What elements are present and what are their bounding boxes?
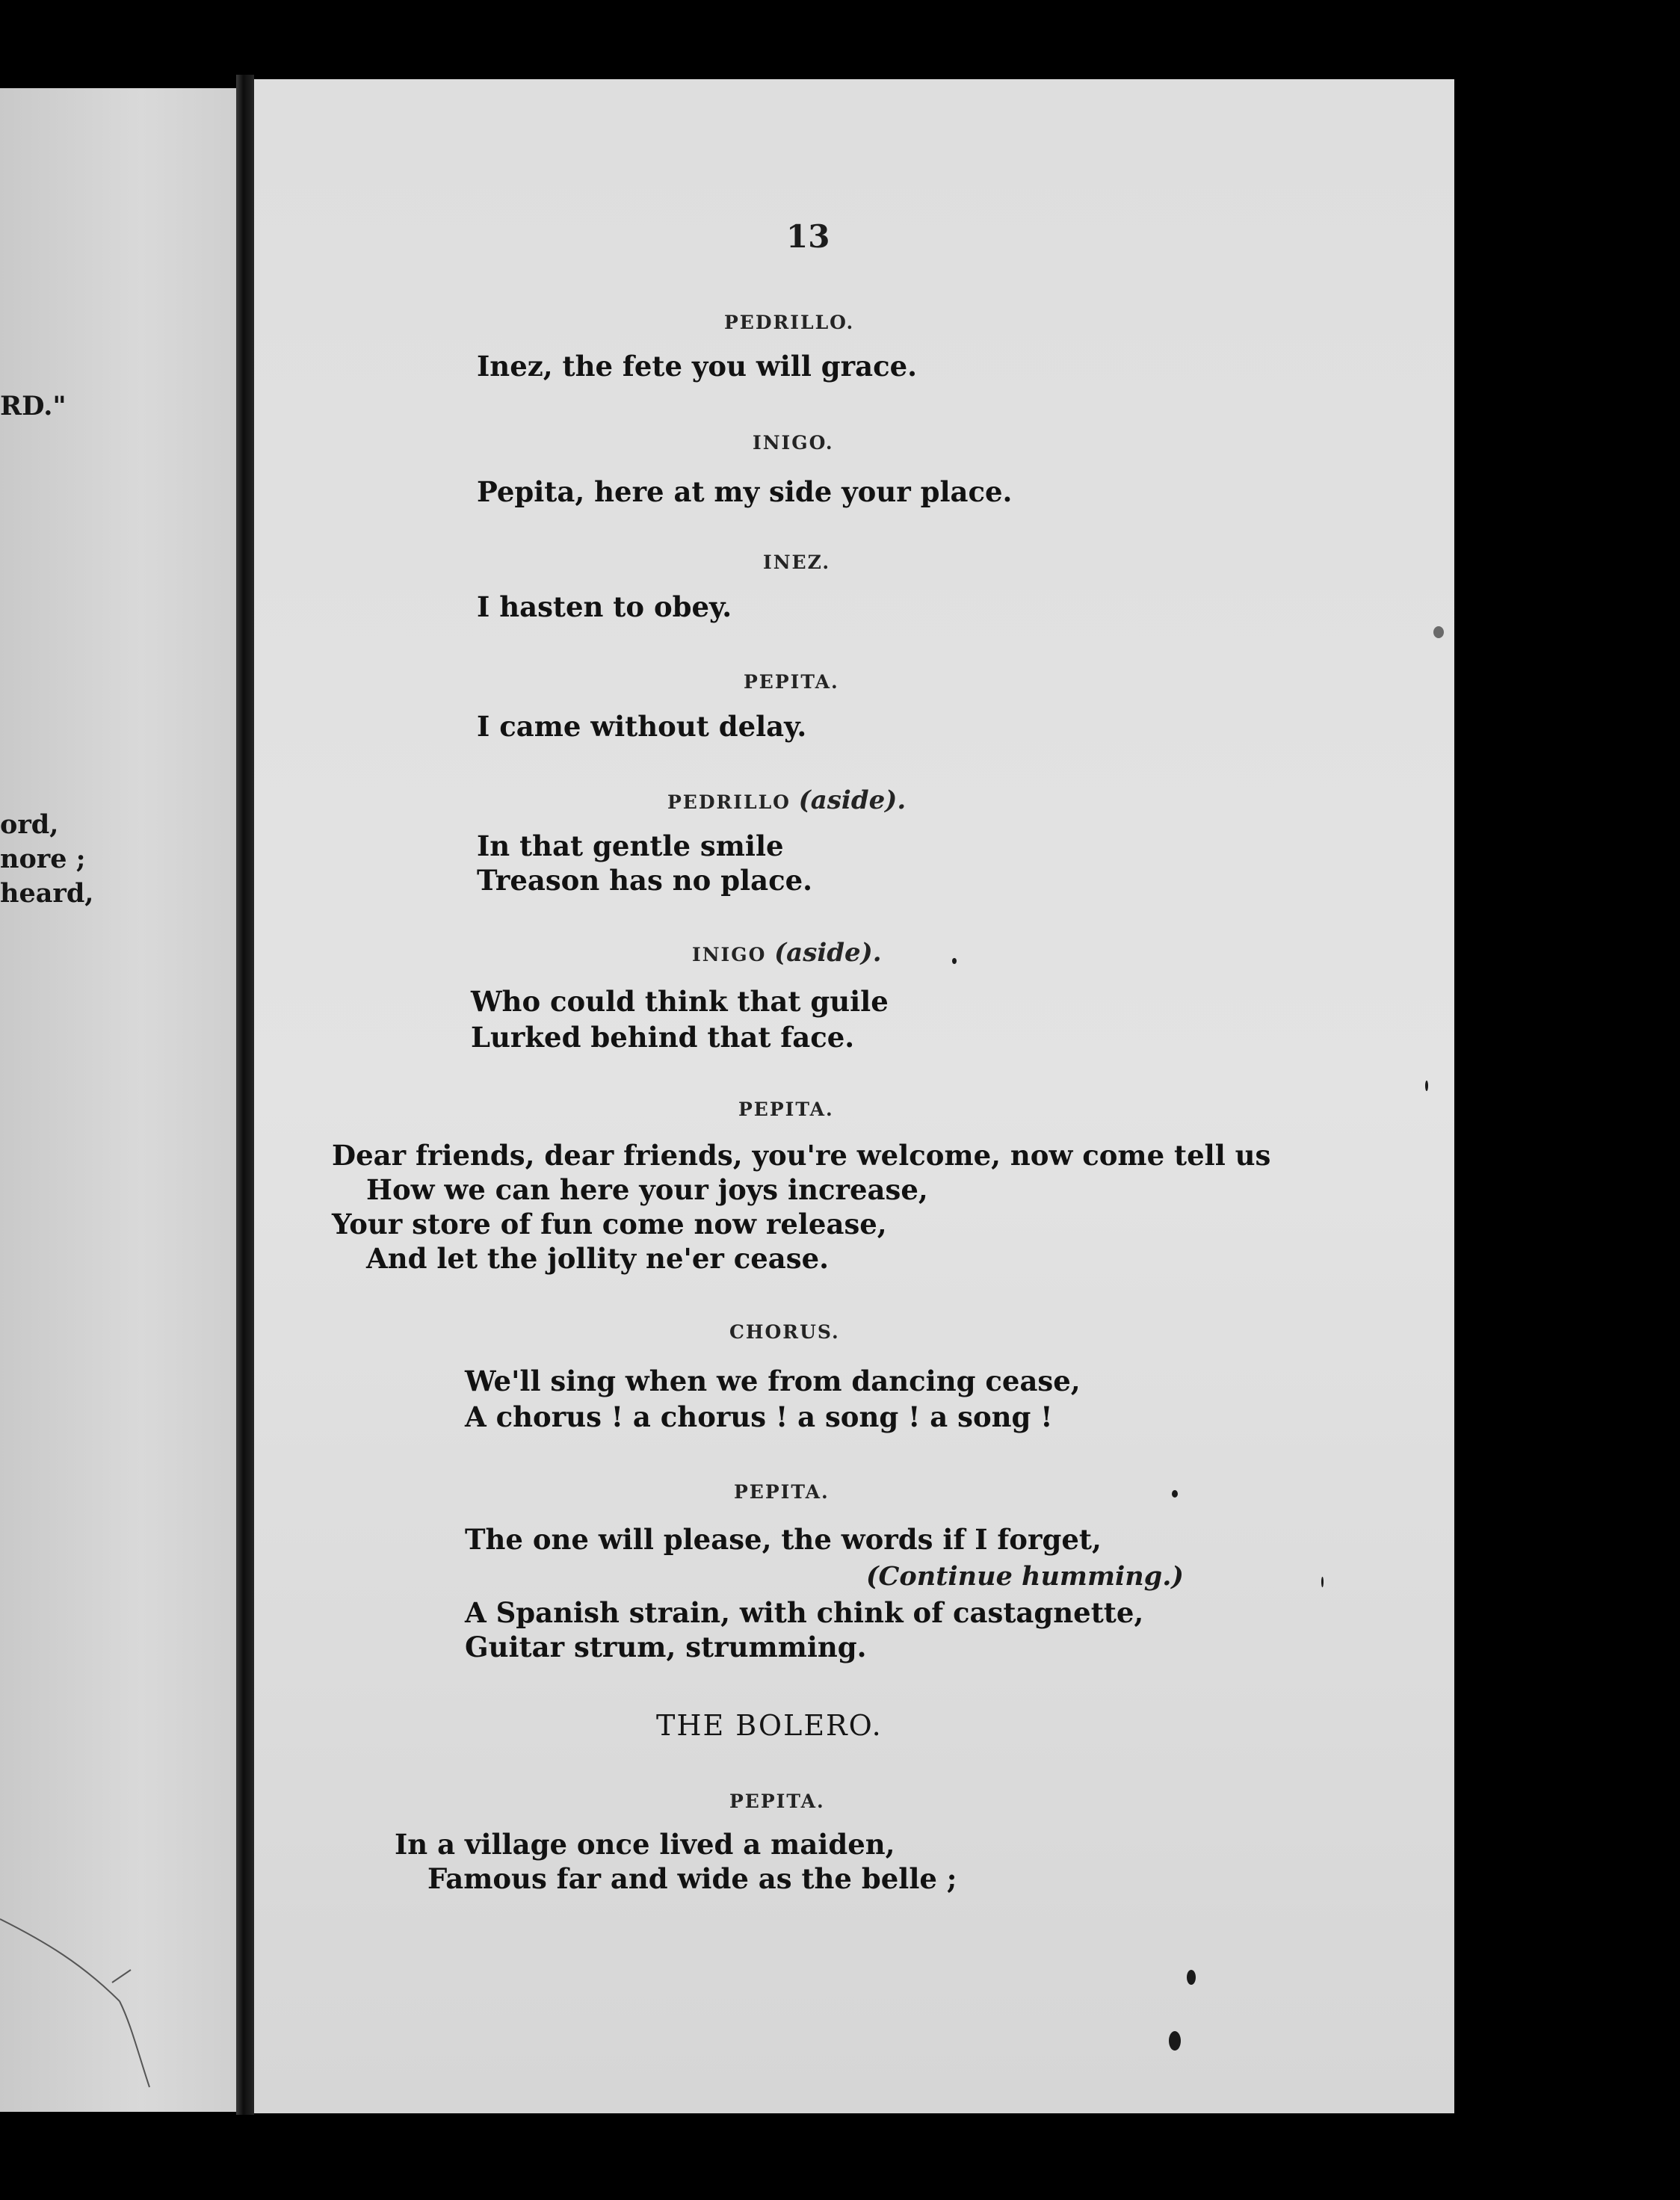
left-page-crease-mark [0,1912,236,2098]
paper-speck [1172,1490,1178,1498]
verse-line-20: Famous far and wide as the belle ; [427,1862,957,1895]
speaker-pedrillo: PEDRILLO. [724,312,855,333]
verse-line-13: We'll sing when we from dancing cease, [465,1365,1081,1397]
verse-line-15: The one will please, the words if I forget, [465,1523,1102,1556]
stage-direction-aside: (aside). [798,785,907,815]
verse-line-18: Guitar strum, strumming. [465,1631,867,1663]
left-fragment-2: ord, [0,809,59,840]
margin-speck [1433,626,1444,638]
paper-speck [952,958,957,964]
left-fragment-4: heard, [0,878,94,909]
verse-line-7: Who could think that guile [471,985,889,1018]
section-title: THE BOLERO. [656,1709,883,1742]
stage-direction-humming: (Continue humming.) [866,1561,1184,1592]
verse-line-14: A chorus ! a chorus ! a song ! a song ! [465,1400,1053,1433]
verse-line-2: Pepita, here at my side your place. [477,475,1013,508]
speaker-name: PEDRILLO [667,791,791,813]
speaker-name: INIGO [692,944,767,965]
left-fragment-3: nore ; [0,844,86,874]
verse-line-3: I hasten to obey. [477,590,732,623]
left-fragment-1: RD." [0,391,67,421]
paper-speck [1425,1081,1428,1091]
speaker-inez: INEZ. [763,551,831,573]
paper-speck [1169,2031,1181,2051]
verse-line-17: A Spanish strain, with chink of castagnette, [465,1596,1144,1629]
verse-line-12: And let the jollity ne'er cease. [366,1242,830,1275]
verse-line-9: Dear friends, dear friends, you're welcome, now come tell us [332,1139,1271,1172]
binding-gutter [236,75,254,2115]
paper-speck [1187,1970,1196,1985]
left-page-fragment [0,88,236,2112]
verse-line-10: How we can here your joys increase, [366,1173,928,1206]
speaker-pepita: PEPITA. [738,1099,834,1120]
speaker-inigo: INIGO. [753,432,834,454]
paper-speck [1321,1577,1324,1587]
speaker-chorus: CHORUS. [729,1321,840,1343]
verse-line-8: Lurked behind that face. [471,1021,855,1054]
speaker-pepita: PEPITA. [734,1481,830,1503]
verse-line-6: Treason has no place. [477,864,813,897]
verse-line-5: In that gentle smile [477,829,784,862]
speaker-pepita: PEPITA. [729,1790,825,1812]
verse-line-4: I came without delay. [477,710,807,743]
speaker-inigo-aside [692,938,882,968]
speaker-pepita: PEPITA. [744,671,839,693]
verse-line-19: In a village once lived a maiden, [395,1828,895,1861]
page-number: 13 [786,218,830,255]
verse-line-1: Inez, the fete you will grace. [477,350,918,383]
right-page [254,79,1454,2113]
speaker-pedrillo-aside [667,785,907,815]
verse-line-11: Your store of fun come now release, [332,1208,887,1240]
stage-direction-aside: (aside). [774,938,882,968]
